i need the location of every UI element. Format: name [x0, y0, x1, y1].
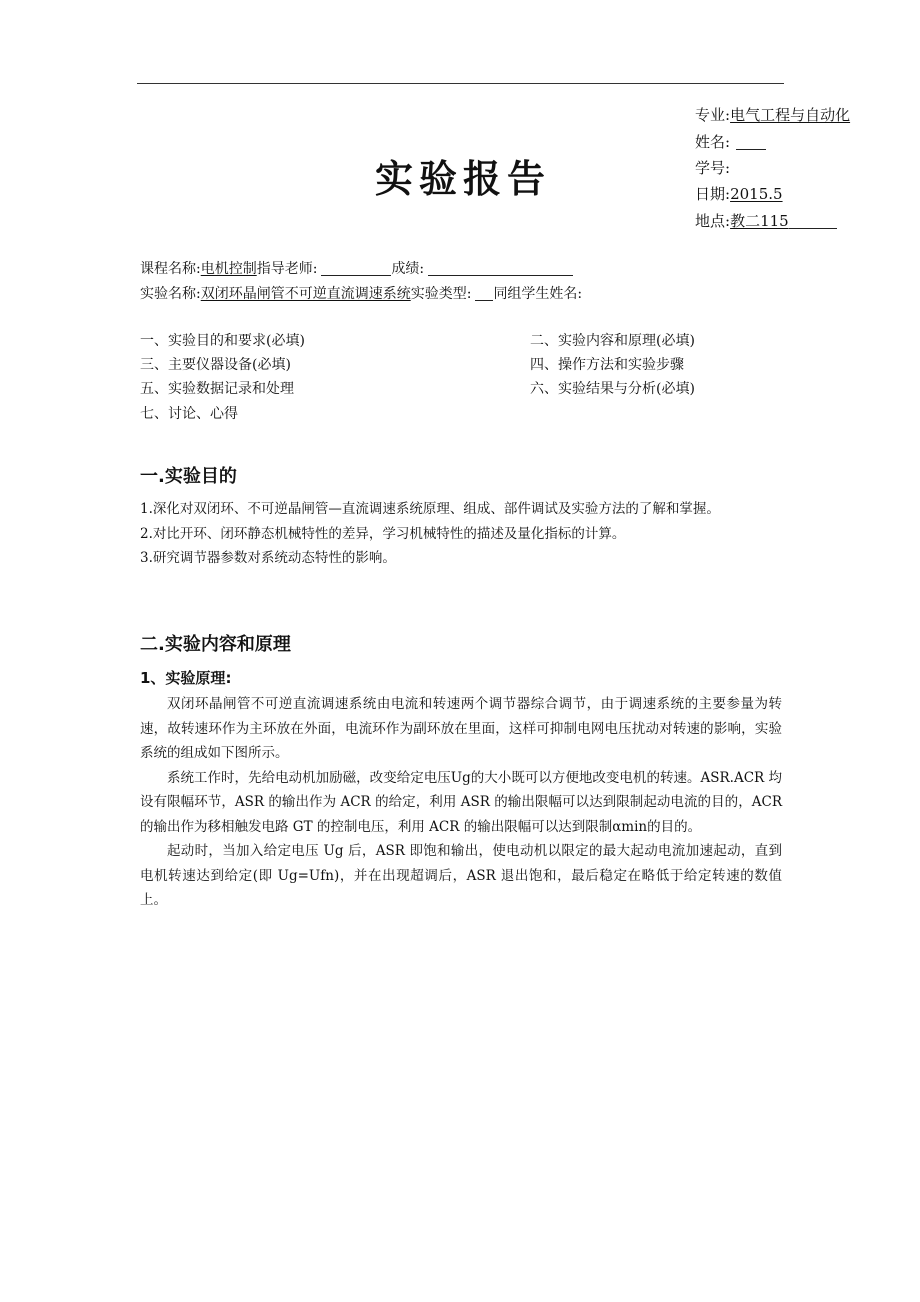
name-label: 姓名: [695, 133, 731, 151]
major-label: 专业: [695, 106, 731, 124]
grade-label: 成绩: [391, 261, 425, 277]
experiment-line [140, 285, 582, 303]
outline-item: 三、主要仪器设备(必填) [140, 357, 291, 373]
student-id-label: 学号: [695, 159, 731, 177]
objective-item: 2.对比开环、闭环静态机械特性的差异，学习机械特性的描述及量化指标的计算。 [140, 525, 626, 542]
date-label: 日期: [695, 185, 731, 203]
location-row [695, 212, 837, 230]
student-id-row [695, 159, 730, 177]
course-line [140, 260, 573, 278]
course-value: 电机控制 [200, 261, 257, 277]
course-label: 课程名称: [140, 261, 201, 277]
name-row [695, 133, 766, 151]
section1-heading: 一.实验目的 [140, 466, 237, 487]
principle-paragraph: 双闭环晶闸管不可逆直流调速系统由电流和转速两个调节器综合调节，由于调速系统的主要参量为转速，故转速环作为主环放在外面，电流环作为副环放在里面，这样可抑制电网电压扰动对转速的影响，实验系统的组成如下图所示。 [140, 696, 782, 761]
major-row [695, 106, 850, 124]
section2-body [140, 692, 782, 913]
date-value: 2015.5 [730, 185, 783, 203]
principle-subheading: 1、实验原理: [140, 669, 232, 687]
objective-item: 3.研究调节器参数对系统动态特性的影响。 [140, 550, 396, 566]
location-blank [789, 214, 837, 229]
teacher-label: 指导老师: [256, 261, 318, 277]
experiment-type-blank[interactable] [475, 286, 493, 301]
outline-item: 五、实验数据记录和处理 [140, 381, 294, 397]
group-members-label: 同组学生姓名: [493, 286, 583, 302]
outline-item: 六、实验结果与分析(必填) [530, 381, 695, 397]
outline-item: 七、讨论、心得 [140, 406, 238, 422]
principle-paragraph: 起动时，当加入给定电压 Ug 后，ASR 即饱和输出，使电动机以限定的最大起动电流加速起动，直到电机转速达到给定(即 Ug=Ufn)，并在出现超调后，ASR 退出饱和，最后稳定在略低于给定转速的数值上。 [140, 843, 782, 908]
outline-item: 四、操作方法和实验步骤 [530, 357, 684, 373]
top-rule [137, 83, 784, 84]
location-label: 地点: [695, 212, 731, 230]
grade-blank[interactable] [428, 261, 573, 276]
section2-heading: 二.实验内容和原理 [140, 634, 291, 655]
teacher-blank[interactable] [321, 261, 391, 276]
experiment-name-value: 双闭环晶闸管不可逆直流调速系统 [200, 286, 411, 302]
section1-body [140, 497, 782, 571]
experiment-type-label: 实验类型: [410, 286, 472, 302]
objective-item: 1.深化对双闭环、不可逆晶闸管—直流调速系统原理、组成、部件调试及实验方法的了解和掌握。 [140, 501, 720, 517]
location-value: 教二115 [730, 212, 789, 230]
date-row [695, 185, 783, 203]
principle-paragraph: 系统工作时，先给电动机加励磁，改变给定电压Ug的大小既可以方便地改变电机的转速。ASR.ACR 均设有限幅环节，ASR 的输出作为 ACR 的给定，利用 ASR 的输出限幅可以达到限制起动电流的目的，ACR 的输出作为移相触发电路 GT 的控制电压，利用 ACR 的输出限幅可以达到限制αmin的目的。 [140, 769, 782, 835]
experiment-name-label: 实验名称: [140, 286, 201, 302]
name-blank[interactable] [736, 135, 766, 150]
page-title: 实验报告 [375, 157, 552, 201]
outline-item: 一、实验目的和要求(必填) [140, 333, 305, 349]
major-value: 电气工程与自动化 [730, 106, 851, 124]
outline-item: 二、实验内容和原理(必填) [530, 333, 695, 349]
